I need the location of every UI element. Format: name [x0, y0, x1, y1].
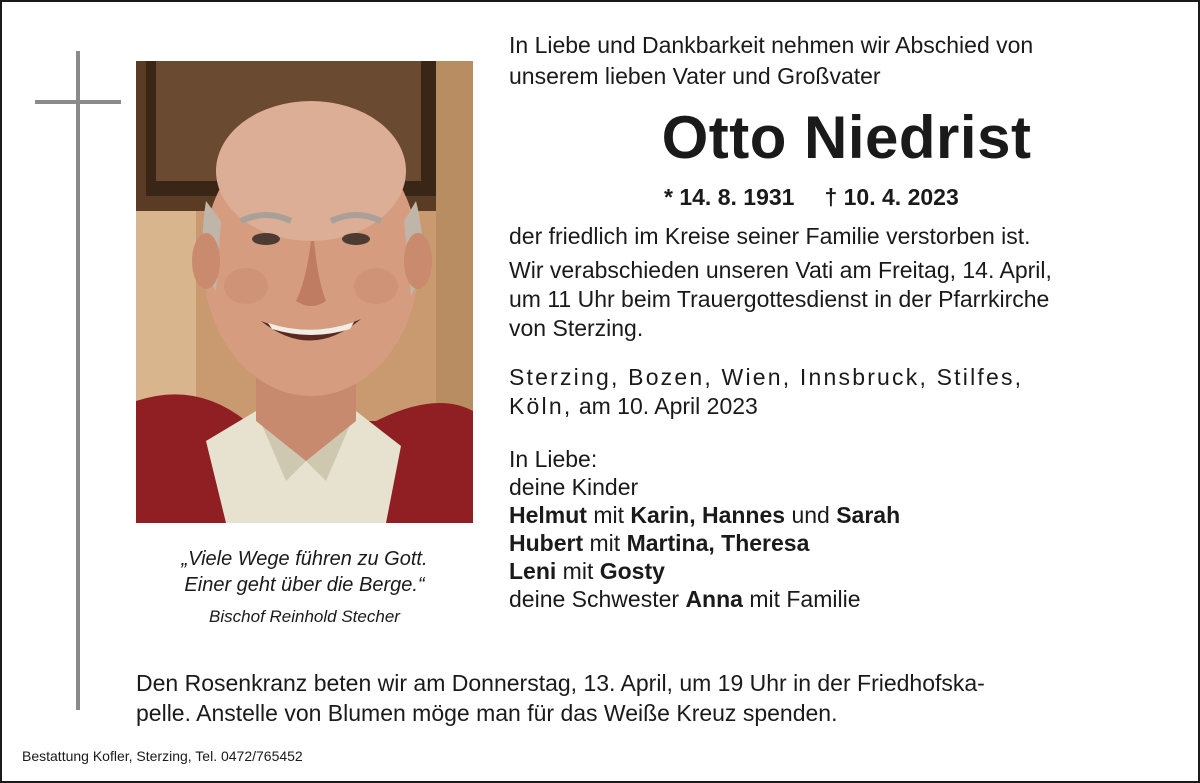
family-name: Helmut: [509, 502, 587, 528]
family-name: Leni: [509, 558, 557, 584]
birth-date: * 14. 8. 1931: [664, 184, 795, 210]
family-name: Martina, Theresa: [626, 530, 810, 556]
cross-icon: [76, 51, 80, 710]
death-date: † 10. 4. 2023: [824, 184, 959, 210]
portrait-photo: [136, 61, 473, 523]
place-and-date: [509, 363, 1174, 421]
signature-line-2: deine Kinder: [509, 474, 639, 500]
deceased-name: Otto Niedrist: [661, 104, 1032, 171]
connector-text: mit Familie: [749, 586, 861, 612]
life-dates: [509, 182, 1174, 212]
signature-line-5: [509, 557, 1174, 585]
service-line-2: um 11 Uhr beim Trauergottesdienst in der Pfarrkirche: [509, 286, 1050, 312]
service-text: [509, 256, 1174, 343]
place-date: am 10. April 2023: [578, 393, 758, 419]
quote-block: [136, 546, 473, 629]
place-koeln: Köln,: [509, 393, 573, 419]
signature-line-6: [509, 585, 1174, 613]
intro-line-1: In Liebe und Dankbarkeit nehmen wir Abschied von: [509, 32, 1034, 58]
signature-line-4: [509, 529, 1174, 557]
places-line: Sterzing, Bozen, Wien, Innsbruck, Stilfes,: [509, 364, 1024, 390]
family-name: Hubert: [509, 530, 584, 556]
rosary-line-2: pelle. Anstelle von Blumen möge man für das Weiße Kreuz spenden.: [136, 700, 838, 726]
service-line-3: von Sterzing.: [509, 315, 644, 341]
date-line: [509, 392, 1174, 421]
passing-text: der friedlich im Kreise seiner Familie verstorben ist.: [509, 223, 1031, 249]
signature-line-1: In Liebe:: [509, 446, 598, 472]
connector-text: deine Schwester: [509, 586, 680, 612]
connector-text: und: [791, 502, 830, 528]
connector-text: mit: [593, 502, 625, 528]
main-text-column: [509, 30, 1174, 613]
family-name: Gosty: [599, 558, 665, 584]
intro-line-2: unserem lieben Vater und Großvater: [509, 63, 881, 89]
family-name: Anna: [685, 586, 743, 612]
rosary-line-1: Den Rosenkranz beten wir am Donnerstag, 13. April, um 19 Uhr in der Friedhofska-: [136, 670, 985, 696]
rosary-text: [136, 668, 1176, 728]
funeral-home-footer: Bestattung Kofler, Sterzing, Tel. 0472/765452: [22, 748, 303, 764]
signature-line-3: [509, 501, 1174, 529]
quote-author: Bischof Reinhold Stecher: [209, 607, 400, 626]
signature-block: [509, 445, 1174, 613]
family-name: Sarah: [836, 502, 901, 528]
family-name: Karin, Hannes: [630, 502, 786, 528]
quote-line-1: „Viele Wege führen zu Gott.: [181, 548, 428, 570]
cross-icon-bar: [35, 100, 121, 104]
connector-text: mit: [589, 530, 621, 556]
quote-line-2: Einer geht über die Berge.“: [184, 574, 425, 596]
connector-text: mit: [562, 558, 594, 584]
service-line-1: Wir verabschieden unseren Vati am Freitag, 14. April,: [509, 257, 1052, 283]
